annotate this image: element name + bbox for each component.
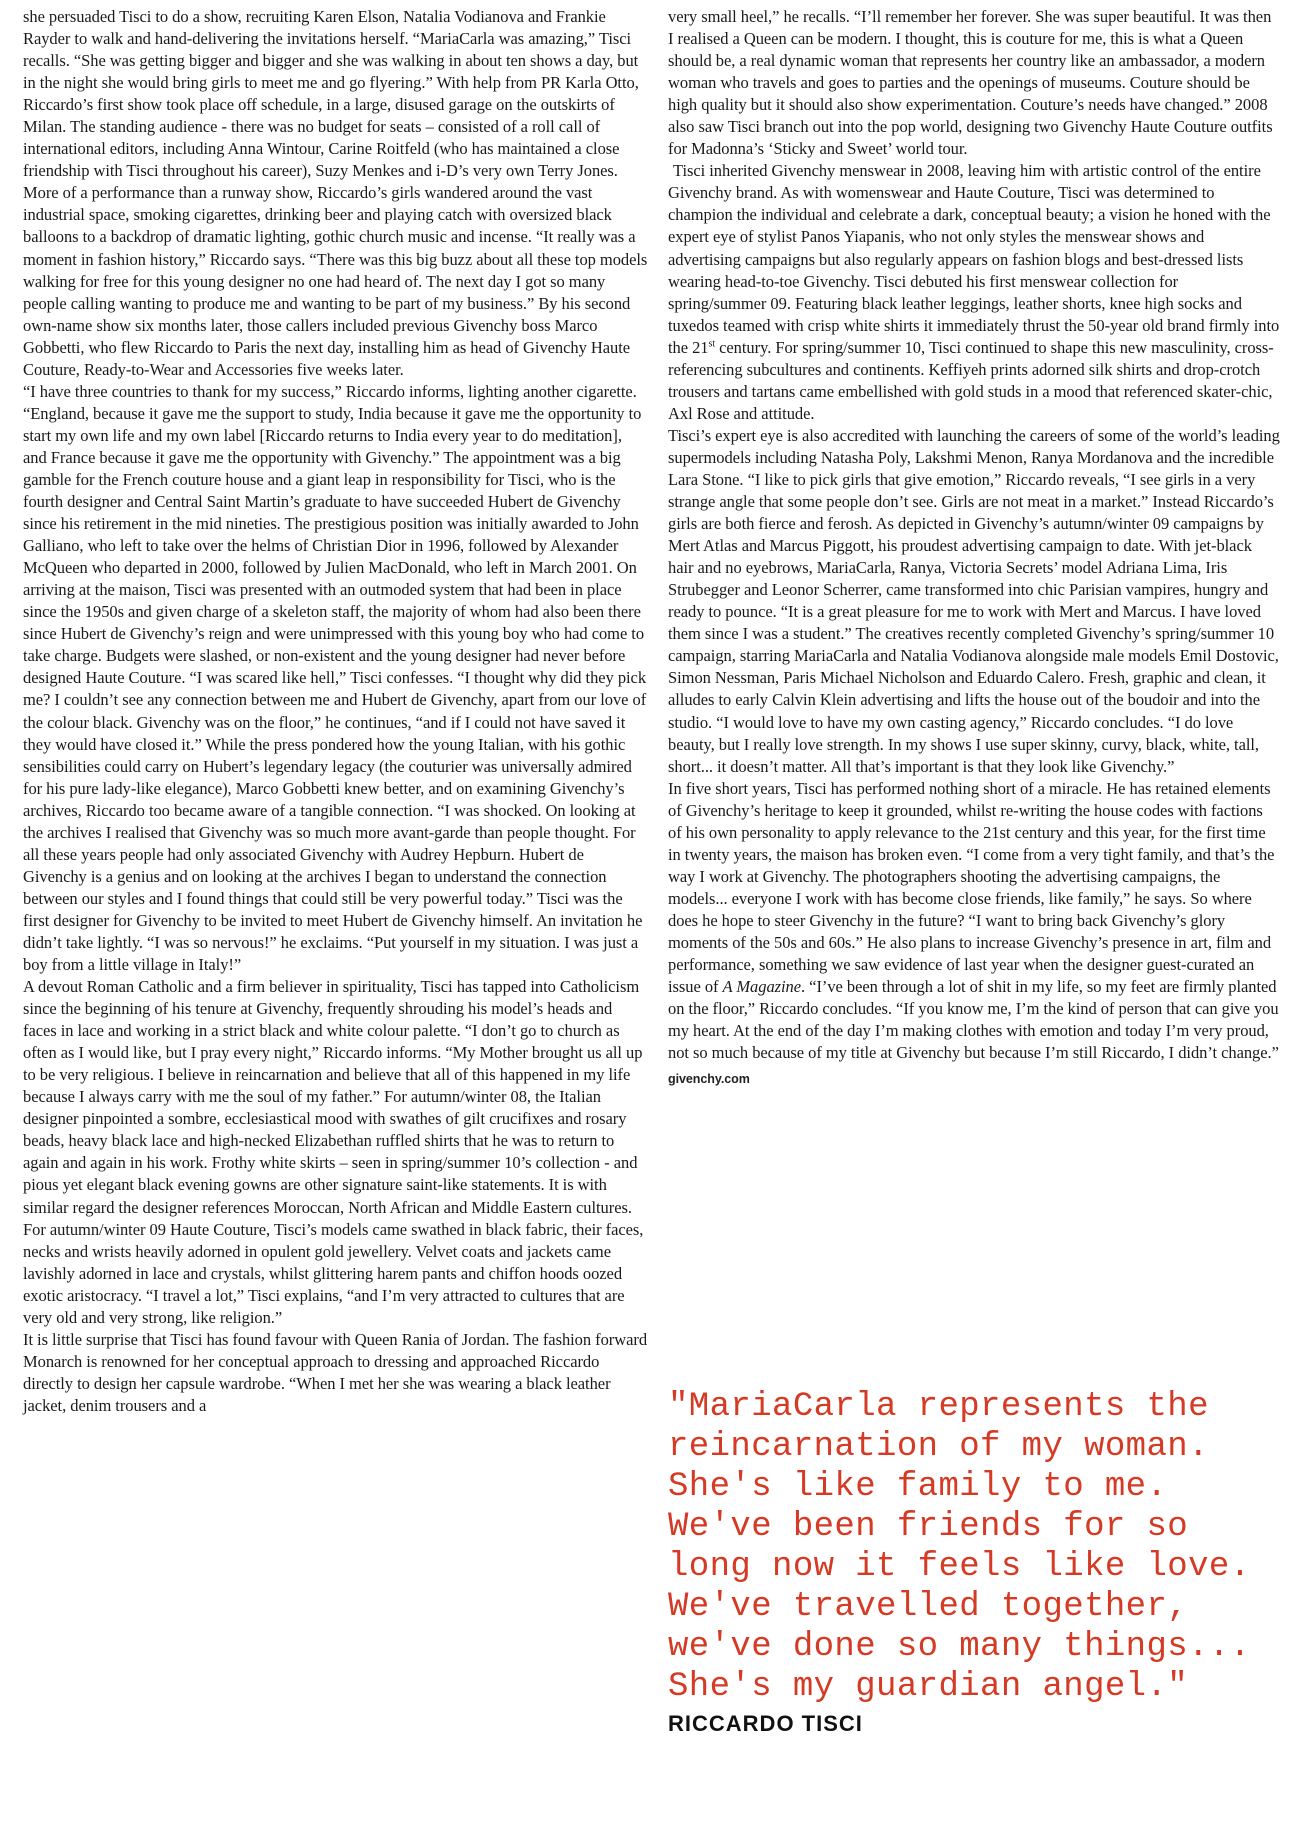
left-paragraph-1: she persuaded Tisci to do a show, recruiting Karen Elson, Natalia Vodianova and Frankie Rayder to walk and hand-delivering the invitations herself. “MariaCarla was amazing,” Tisci recalls. “She was getting bigger and bigger and she was walking in about ten shows a day, but in the night she would bring girls to meet me and go flyering.” With help from PR Karla Otto, Riccardo’s first show took place off schedule, in a large, disused garage on the outskirts of Milan. The standing audience - there was no budget for seats – consisted of a roll call of international editors, including Anna Wintour, Carine Roitfeld (who has maintained a close friendship with Tisci throughout his career), Suzy Menkes and i-D’s very own Terry Jones. More of a performance than a runway show, Riccardo’s girls wandered around the vast industrial space, smoking cigarettes, drinking beer and playing catch with oversized black balloons to a backdrop of dramatic lighting, gothic church music and incense. “It really was a moment in fashion history,” Riccardo says. “There was this big buzz about all these top models walking for free for this young designer no one had heard of. The next day I got so many people calling wanting to produce me and wanting to be part of my business.” By his second own-name show six months later, those callers included previous Givenchy boss Marco Gobbetti, who flew Riccardo to Paris the next day, installing him as head of Givenchy Haute Couture, Ready-to-Wear and Accessories five weeks later. xyxy=(23,7,648,379)
right-paragraph-2-text-a: Tisci inherited Givenchy menswear in 2008, leaving him with artistic control of the entire Givenchy brand. As with womenswear and Haute Couture, Tisci was determined to champion the individual and celebrate a dark, conceptual beauty; a vision he honed with the expert eye of stylist Panos Yiapanis, who not only styles the menswear shows and advertising campaigns but also regularly appears on fashion blogs and best-dressed lists wearing head-to-toe Givenchy. Tisci debuted his first menswear collection for spring/summer 09. Featuring black leather leggings, leather shorts, knee high socks and tuxedos teamed with crisp white shirts it immediately thrust the 50-year old brand firmly into the 21 xyxy=(668,161,1280,357)
pull-quote xyxy=(668,1387,1288,1737)
left-paragraph-4: It is little surprise that Tisci has found favour with Queen Rania of Jordan. The fashion forward Monarch is renowned for her conceptual approach to dressing and approached Riccardo directly to design her capsule wardrobe. “When I met her she was wearing a black leather jacket, denim trousers and a xyxy=(23,1329,648,1415)
pull-quote-text: "MariaCarla represents the reincarnation of my woman. She's like family to me. We've been friends for so long now it feels like love. We've travelled together, we've done so many things... She's my guardian angel." xyxy=(668,1388,1251,1706)
right-paragraph-1: very small heel,” he recalls. “I’ll remember her forever. She was super beautiful. It was then I realised a Queen can be modern. I thought, this is couture for me, this is what a Queen should be, a real dynamic woman that represents her country like an ambassador, a modern woman who travels and goes to parties and the openings of museums. Couture should be high quality but it should also show experimentation. Couture’s needs have changed.” 2008 also saw Tisci branch out into the pop world, designing two Givenchy Haute Couture outfits for Madonna’s ‘Sticky and Sweet’ world tour. xyxy=(668,7,1273,159)
right-paragraph-2 xyxy=(668,160,1280,425)
right-paragraph-3: Tisci’s expert eye is also accredited with launching the careers of some of the world’s leading supermodels including Natasha Poly, Lakshmi Menon, Ranya Mordanova and the incredible Lara Stone. “I like to pick girls that give emotion,” Riccardo reveals, “I see girls in a very strange angle that some people don’t see. Girls are not meat in a market.” Instead Riccardo’s girls are both fierce and ferosh. As depicted in Givenchy’s autumn/winter 09 campaigns by Mert Atlas and Marcus Piggott, his proudest advertising campaign to date. With jet-black hair and no eyebrows, MariaCarla, Ranya, Victoria Secrets’ model Adriana Lima, Iris Strubegger and Leonor Scherrer, came transformed into chic Parisian vampires, hungry and ready to pounce. “It is a great pleasure for me to work with Mert and Marcus. I have loved them since I was a student.” The creatives recently completed Givenchy’s spring/summer 10 campaign, starring MariaCarla and Natalia Vodianova alongside male models Emil Dostovic, Simon Nessman, Paris Michael Nicholson and Eduardo Calero. Fresh, graphic and clean, it alludes to early Calvin Klein advertising and lifts the house out of the boudoir and into the studio. “I would love to have my own casting agency,” Riccardo concludes. “I do love beauty, but I really love strength. In my shows I use super skinny, curvy, black, white, tall, short... it doesn’t matter. All that’s important is that they look like Givenchy.” xyxy=(668,425,1280,776)
left-paragraph-3: A devout Roman Catholic and a firm believer in spirituality, Tisci has tapped into Catholicism since the beginning of his tenure at Givenchy, frequently shrouding his model’s heads and faces in lace and working in a strict black and white colour palette. “I don’t go to church as often as I would like, but I pray every night,” Riccardo informs. “My Mother brought us all up to be very religious. I believe in reincarnation and believe that all of this happened in my life because I always carry with me the soul of my father.” For autumn/winter 08, the Italian designer pinpointed a sombre, ecclesiastical mood with swathes of gilt crucifixes and rosary beads, heavy black lace and high-necked Elizabethan ruffled shirts that he was to return to again and again in his work. Frothy white skirts – seen in spring/summer 10’s collection - and pious yet elegant black evening gowns are other signature saint-like statements. It is with similar regard the designer references Moroccan, North African and Middle Eastern cultures. For autumn/winter 09 Haute Couture, Tisci’s models came swathed in black fabric, their faces, necks and wrists heavily adorned in opulent gold jewellery. Velvet coats and jackets came lavishly adorned in lace and crystals, whilst glittering harem pants and chiffon hoods oozed exotic aristocracy. “I travel a lot,” Tisci explains, “and I’m very attracted to cultures that are very old and very strong, like religion.” xyxy=(23,977,644,1327)
right-paragraph-4-text-b: . “I’ve been through a lot of shit in my life, so my feet are firmly planted on the floor,” Riccardo concludes. “If you know me, I’m the kind of person that can give you my heart. At the end of the day I’m making clothes with emotion and today I’m very proud, not so much because of my title at Givenchy but because I’m still Riccardo, I didn’t change.” xyxy=(668,977,1279,1063)
ordinal-suffix: st xyxy=(708,338,716,350)
right-paragraph-4-text-a: In five short years, Tisci has performed nothing short of a miracle. He has retained elements of Givenchy’s heritage to keep it grounded, whilst re-writing the house codes with factions of his own personality to apply relevance to the 21st century and this year, for the first time in twenty years, the maison has broken even. “I come from a very tight family, and that’s the way I work at Givenchy. The photographers shooting the advertising campaigns, the models... everyone I work with has become close friends, like family,” he says. So where does he hope to steer Givenchy in the future? “I want to bring back Givenchy’s glory moments of the 50s and 60s.” He also plans to increase Givenchy’s presence in art, film and performance, something we saw evidence of last year when the designer guest-curated an issue of xyxy=(668,778,1275,997)
article-column-left xyxy=(23,6,648,1417)
left-paragraph-2: “I have three countries to thank for my success,” Riccardo informs, lighting another cigarette. “England, because it gave me the support to study, India because it gave me the opportunity to start my own life and my own label [Riccardo returns to India every year to do meditation], and France because it gave me the opportunity with Givenchy.” The appointment was a big gamble for the French couture house and a giant leap in responsibility for Tisci, who is the fourth designer and Central Saint Martin’s graduate to have succeeded Hubert de Givenchy since his retirement in the mid nineties. The prestigious position was initially awarded to John Galliano, who left to take over the helms of Christian Dior in 1996, followed by Alexander McQueen who departed in 2000, followed by Julien MacDonald, who left in March 2001. On arriving at the maison, Tisci was presented with an outmoded system that had been in place since the 1950s and given charge of a skeleton staff, the majority of whom had also been there since Hubert de Givenchy’s reign and were unimpressed with this young boy who had come to take charge. Budgets were slashed, or non-existent and the young designer had never before designed Haute Couture. “I was scared like hell,” Tisci confesses. “I thought why did they pick me? I couldn’t see any connection between me and Hubert de Givenchy, apart from our love of the colour black. Givenchy was on the floor,” he continues, “and if I could not have saved it they would have closed it.” While the press pondered how the young Italian, with his gothic sensibilities could carry on Hubert’s legendary legacy (the couturier was universally admired for his pure lady-like elegance), Marco Gobbetti knew better, and on examining Givenchy’s archives, Riccardo too became aware of a tangible connection. “I was shocked. On looking at the archives I realised that Givenchy was so much more avant-garde than people thought. For all these years people had only associated Givenchy with Audrey Hepburn. Hubert de Givenchy is a genius and on looking at the archives I began to understand the connection between our styles and I found things that could still be very powerful today.” Tisci was the first designer for Givenchy to be invited to meet Hubert de Givenchy himself. An invitation he didn’t take lightly. “I was so nervous!” he exclaims. “Put yourself in my situation. I was just a boy from a little village in Italy!” xyxy=(23,381,647,975)
right-paragraph-2-text-b: century. For spring/summer 10, Tisci continued to shape this new masculinity, cross-referencing subcultures and continents. Keffiyeh prints adorned silk shirts and drop-crotch trousers and tartans came embellished with gold studs in a mood that referenced skater-chic, Axl Rose and attitude. xyxy=(668,337,1274,423)
website-credit: givenchy.com xyxy=(668,1072,750,1087)
article-column-right xyxy=(668,6,1280,1087)
pull-quote-attribution: RICCARDO TISCI xyxy=(668,1711,863,1736)
right-paragraph-4 xyxy=(668,778,1280,1065)
magazine-title: A Magazine xyxy=(722,977,802,997)
